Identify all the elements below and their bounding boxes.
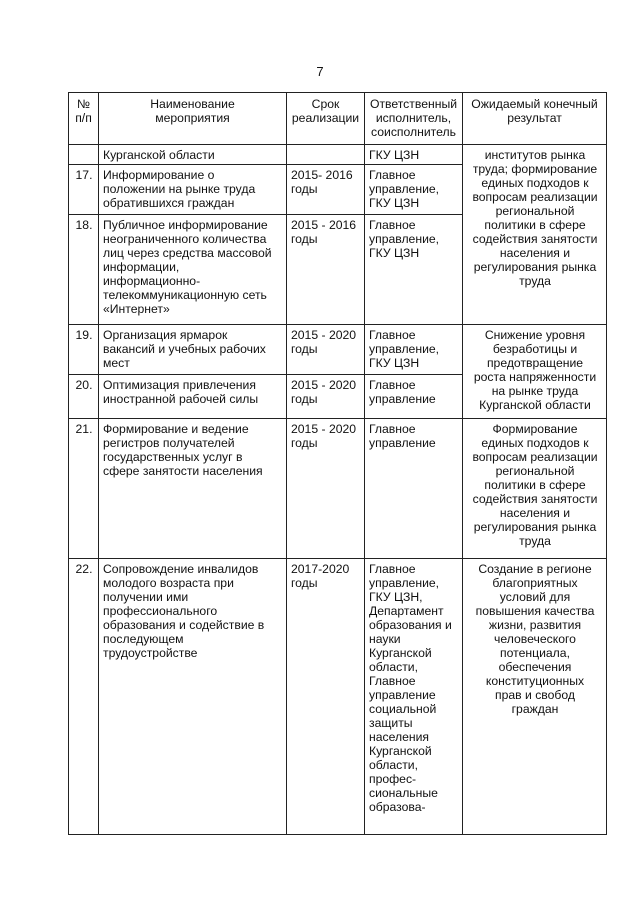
measures-table [68,92,607,835]
row-num: 19. [69,325,99,375]
row-name: Информирование о положении на рынке труда обратившихся граждан [99,165,287,215]
row-term [287,145,365,165]
row-term: 2015 - 2020 годы [287,375,365,419]
result-text: Снижение уровня безработицы и предотвращение роста напряженности на рынке труда Курганской области [473,328,597,412]
row-term: 2015 - 2020 годы [287,419,365,559]
row-name: Сопровождение инвалидов молодого возраста при получении ими профессионального образования и содействие в последующем трудоустройстве [99,559,287,835]
row-executor: Главное управление [365,419,463,559]
row-num: 17. [69,165,99,215]
table-header-row [69,93,607,145]
row-name: Оптимизация привлечения иностранной рабочей силы [99,375,287,419]
result-text: Создание в регионе благоприятных условий для повышения качества жизни, развития человеческого потенциала, обеспечения конституционных прав и свобод граждан [475,562,595,716]
row-term: 2015 - 2020 годы [287,325,365,375]
table-row [69,559,607,835]
header-name: Наименование мероприятия [99,93,287,145]
row-executor: Главное управление, ГКУ ЦЗН, Департамент образования и науки Курганской области, Главное управление социальной защиты населения Курганской области, профес- сиональные образова- [365,559,463,835]
row-num: 21. [69,419,99,559]
row-executor: Главное управление, ГКУ ЦЗН [365,215,463,325]
result-text: институтов рынка труда; формирование единых подходов к вопросам реализации региональной политики в сфере содействия занятости населения и регулирования рынка труда [472,148,598,288]
row-num: 22. [69,559,99,835]
header-executor: Ответственный исполнитель, соисполнитель [365,93,463,145]
table-row [69,325,607,375]
row-executor: ГКУ ЦЗН [365,145,463,165]
header-result: Ожидаемый конечный результат [463,93,607,145]
table-row [69,419,607,559]
row-name: Организация ярмарок вакансий и учебных рабочих мест [99,325,287,375]
row-term: 2017-2020 годы [287,559,365,835]
row-term: 2015 - 2016 годы [287,215,365,325]
result-cell [463,325,607,419]
row-executor: Главное управление [365,375,463,419]
row-num [69,145,99,165]
result-cell [463,419,607,559]
result-cell [463,145,607,325]
row-executor: Главное управление, ГКУ ЦЗН [365,325,463,375]
header-num: № п/п [69,93,99,145]
row-term: 2015- 2016 годы [287,165,365,215]
page-number: 7 [316,64,324,79]
row-num: 20. [69,375,99,419]
row-name: Курганской области [99,145,287,165]
row-num: 18. [69,215,99,325]
result-cell [463,559,607,835]
row-name: Публичное информирование неограниченного количества лиц через средства массовой информации, информационно- телекоммуникационную сеть «Интернет» [99,215,287,325]
result-text: Формирование единых подходов к вопросам реализации региональной политики в сфере содействия занятости населения и регулирования рынка труда [472,422,598,548]
header-term: Срок реализации [287,93,365,145]
row-executor: Главное управление, ГКУ ЦЗН [365,165,463,215]
table-row [69,145,607,165]
row-name: Формирование и ведение регистров получателей государственных услуг в сфере занятости населения [99,419,287,559]
